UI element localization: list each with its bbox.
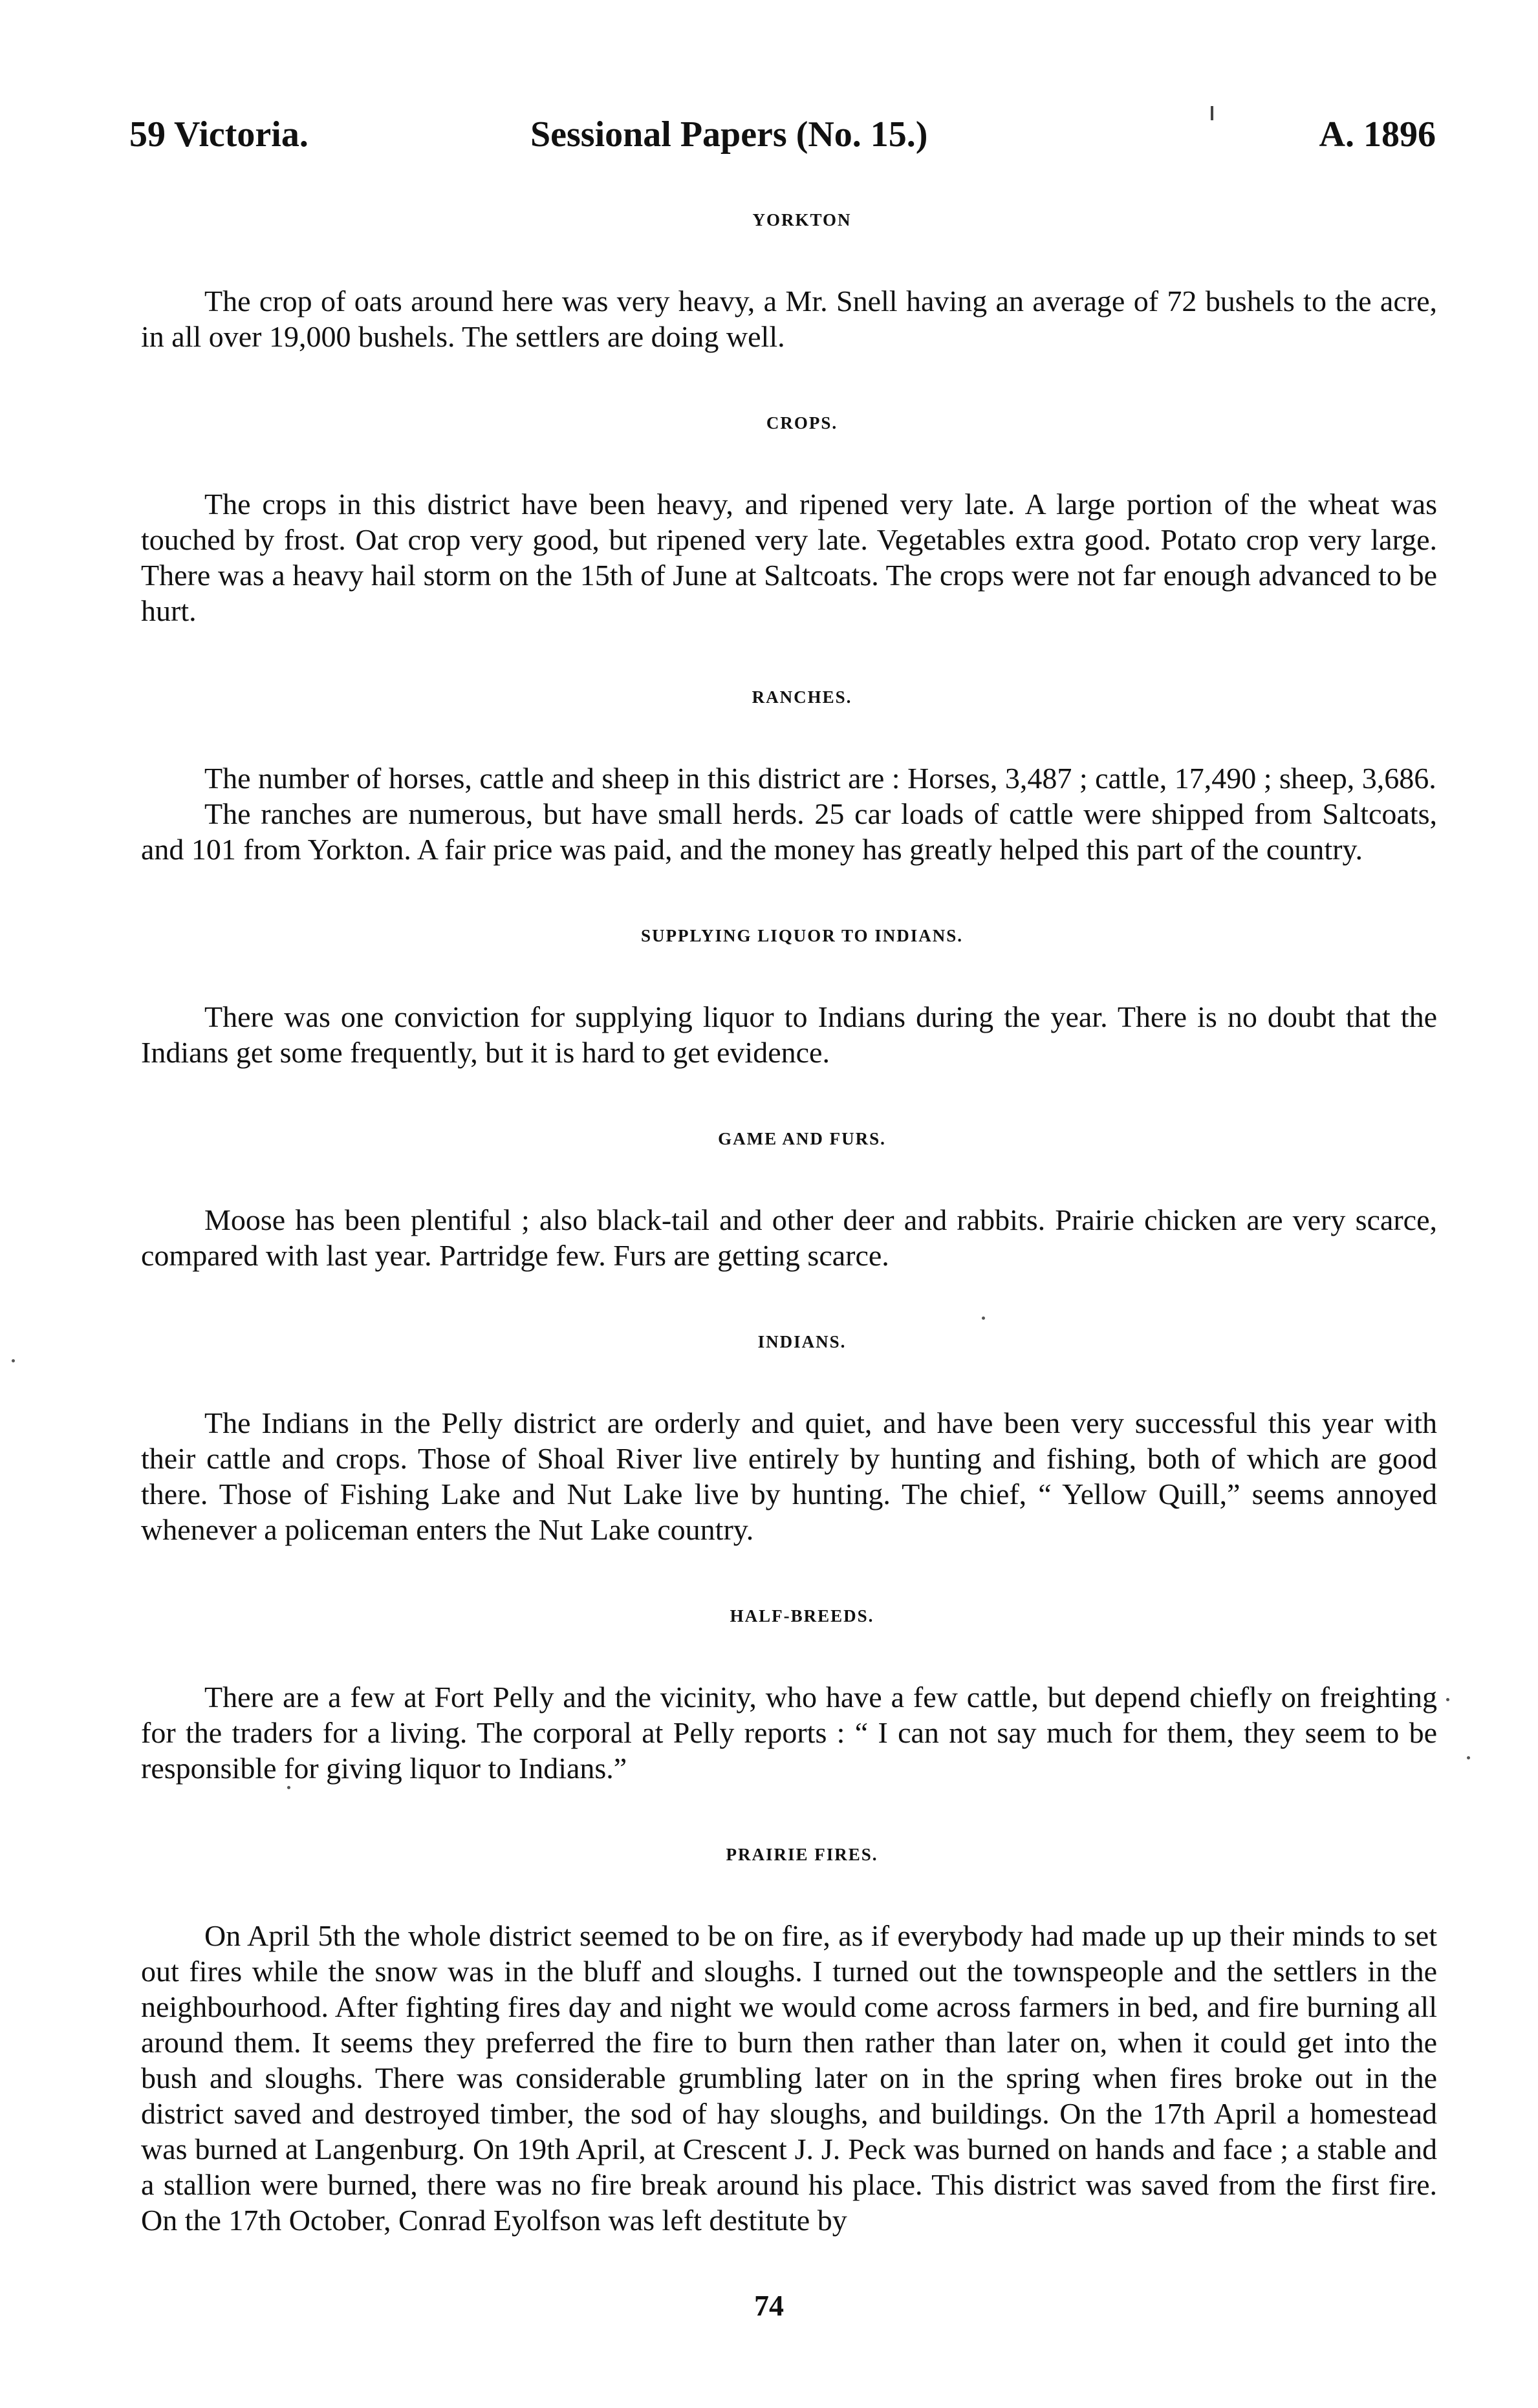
section-title-half-breeds: HALF-BREEDS. bbox=[730, 1606, 874, 1626]
section-title-game-and-furs: GAME AND FURS. bbox=[718, 1129, 886, 1148]
print-speck bbox=[1446, 1698, 1449, 1701]
paragraph: The Indians in the Pelly district are orderly and quiet, and have been very successful this year with their cattle and crops. Those of Shoal River live entirely by hunting and fishing, both of which are good there. Those of Fishing Lake and Nut Lake live by hunting. The chief, “ Yellow Quill,” seems annoyed whenever a policeman enters the Nut Lake country. bbox=[141, 1406, 1437, 1546]
paragraph: Moose has been plentiful ; also black-tail and other deer and rabbits. Prairie chicken are very scarce, compared with last year. Partridge few. Furs are getting scarce. bbox=[141, 1203, 1437, 1272]
paragraph: The ranches are numerous, but have small herds. 25 car loads of cattle were shipped from Saltcoats, and 101 from Yorkton. A fair price was paid, and the money has greatly helped this part of the country. bbox=[141, 797, 1437, 866]
header-volume: 59 Victoria. bbox=[129, 114, 309, 155]
section-title-crops: CROPS. bbox=[766, 413, 838, 433]
print-speck bbox=[12, 1359, 15, 1362]
body-text bbox=[141, 207, 1437, 2238]
paragraph: There was one conviction for supplying liquor to Indians during the year. There is no doubt that the Indians get some frequently, but it is hard to get evidence. bbox=[141, 1000, 1437, 1069]
paragraph: The crops in this district have been heavy, and ripened very late. A large portion of the wheat was touched by frost. Oat crop very good, but ripened very late. Vegetables extra good. Potato crop very large. There was a heavy hail storm on the 15th of June at Saltcoats. The crops were not far enough advanced to be hurt. bbox=[141, 488, 1437, 627]
header-title: Sessional Papers (No. 15.) bbox=[530, 114, 928, 155]
print-speck bbox=[1467, 1756, 1470, 1759]
print-mark bbox=[1211, 106, 1213, 120]
page-number: 74 bbox=[754, 2289, 784, 2322]
section-title-indians: INDIANS. bbox=[757, 1332, 847, 1351]
section-title-prairie-fires: PRAIRIE FIRES. bbox=[726, 1845, 878, 1864]
running-header bbox=[129, 109, 1436, 160]
section-title-liquor: SUPPLYING LIQUOR TO INDIANS. bbox=[640, 926, 964, 945]
paragraph: The crop of oats around here was very heavy, a Mr. Snell having an average of 72 bushels to the acre, in all over 19,000 bushels. The settlers are doing well. bbox=[141, 285, 1437, 353]
print-speck bbox=[982, 1317, 985, 1320]
print-speck bbox=[287, 1786, 290, 1789]
paragraph: On April 5th the whole district seemed to be on fire, as if everybody had made up up their minds to set out fires while the snow was in the bluff and sloughs. I turned out the townspeople and the settlers in the neighbourhood. After fighting fires day and night we would come across farmers in bed, and fire burning all around them. It seems they preferred the fire to burn then rather than later on, when it could get into the bush and sloughs. There was considerable grumbling later on in the spring when fires broke out in the district saved and destroyed timber, the sod of hay sloughs, and buildings. On the 17th April a homestead was burned at Langenburg. On 19th April, at Crescent J. J. Peck was burned on hands and face ; a stable and a stallion were burned, there was no fire break around his place. This district was saved from the first fire. On the 17th October, Conrad Eyolfson was left destitute by bbox=[141, 1919, 1437, 2237]
paragraph: The number of horses, cattle and sheep in this district are : Horses, 3,487 ; cattle, 17,490 ; sheep, 3,686. bbox=[204, 762, 1436, 795]
paragraph: There are a few at Fort Pelly and the vicinity, who have a few cattle, but depend chiefly on freighting for the traders for a living. The corporal at Pelly reports : “ I can not say much for them, they seem to be responsible for giving liquor to Indians.” bbox=[141, 1681, 1437, 1785]
header-year: A. 1896 bbox=[1319, 114, 1436, 155]
section-title-yorkton: YORKTON bbox=[752, 210, 852, 230]
section-title-ranches: RANCHES. bbox=[752, 687, 852, 707]
